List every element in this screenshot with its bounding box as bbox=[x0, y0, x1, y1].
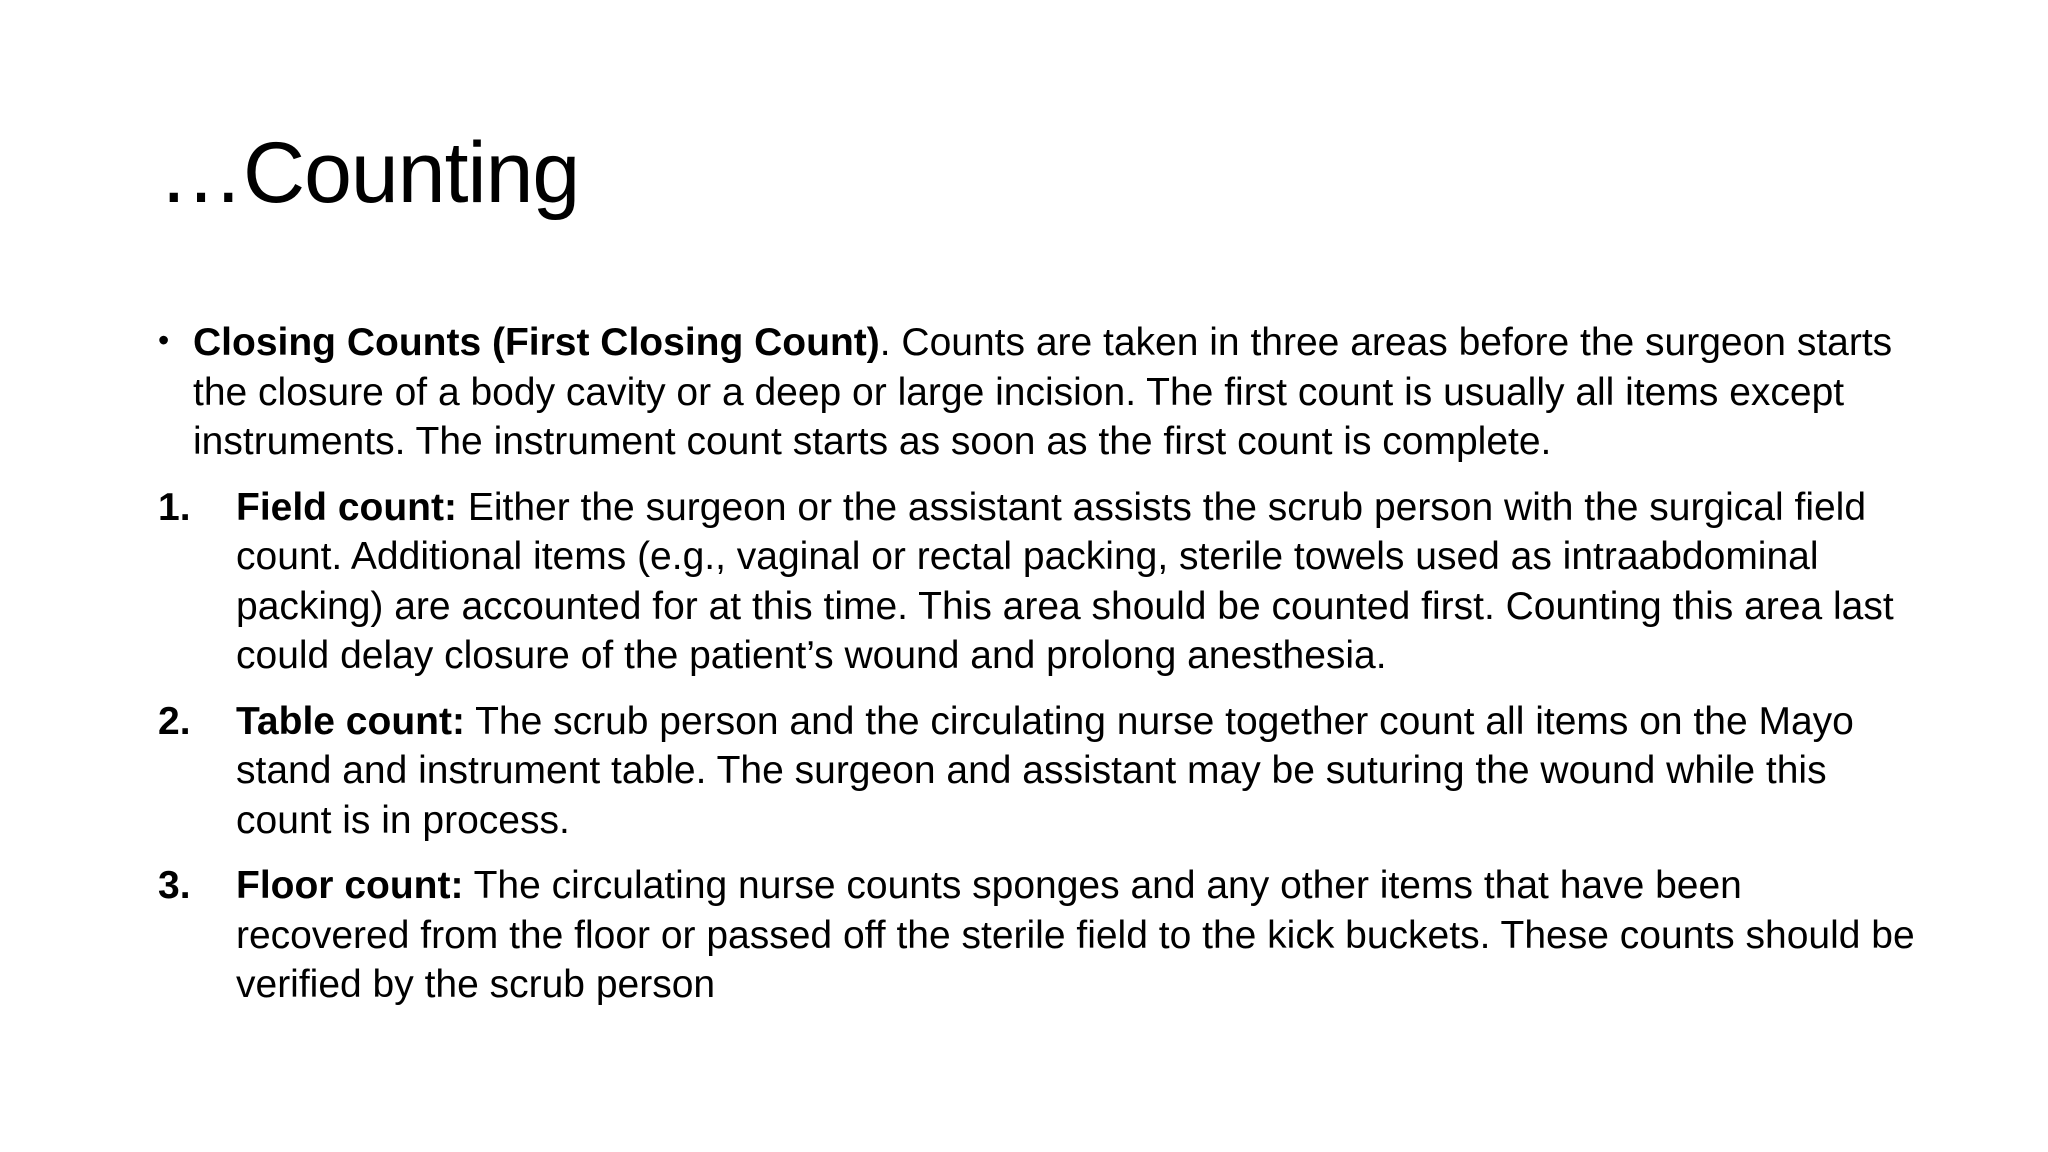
bullet-text: . Counts are taken in three areas before the surgeon starts the closure of a body cavity or a deep or large incision. The first count is usually all items except instruments. The instrument count starts as soon as the first count is complete. bbox=[193, 321, 1893, 463]
list-item-table-count bbox=[158, 697, 1918, 846]
list-item-lead: Field count: bbox=[236, 485, 457, 529]
list-item-text: Either the surgeon or the assistant assists the scrub person with the surgical field count. Additional items (e.g., vaginal or rectal packing, sterile towels used as intraabdominal packing) are accounted for at this time. This area should be counted first. Counting this area last could delay closure of the patient’s wound and prolong anesthesia. bbox=[236, 485, 1894, 677]
bullet-closing-counts bbox=[158, 318, 1918, 467]
list-item-field-count bbox=[158, 483, 1918, 681]
bullet-marker: • bbox=[158, 322, 170, 358]
slide-title: …Counting bbox=[158, 125, 580, 221]
list-item-number: 3. bbox=[158, 864, 191, 907]
list-item-lead: Floor count: bbox=[236, 864, 464, 907]
list-item-text: The scrub person and the circulating nurse together count all items on the Mayo stand and instrument table. The surgeon and assistant may be suturing the wound while this count is in process. bbox=[236, 699, 1854, 842]
list-item-number: 1. bbox=[158, 485, 191, 529]
list-item-number: 2. bbox=[158, 699, 191, 743]
bullet-lead: Closing Counts (First Closing Count) bbox=[193, 321, 880, 364]
list-item-text: The circulating nurse counts sponges and any other items that have been recovered from the floor or passed off the sterile field to the kick buckets. These counts should be verified by the scrub person bbox=[236, 864, 1915, 1006]
list-item-floor-count bbox=[158, 861, 1918, 1010]
list-item-lead: Table count: bbox=[236, 699, 465, 743]
slide-body bbox=[158, 318, 1918, 1026]
